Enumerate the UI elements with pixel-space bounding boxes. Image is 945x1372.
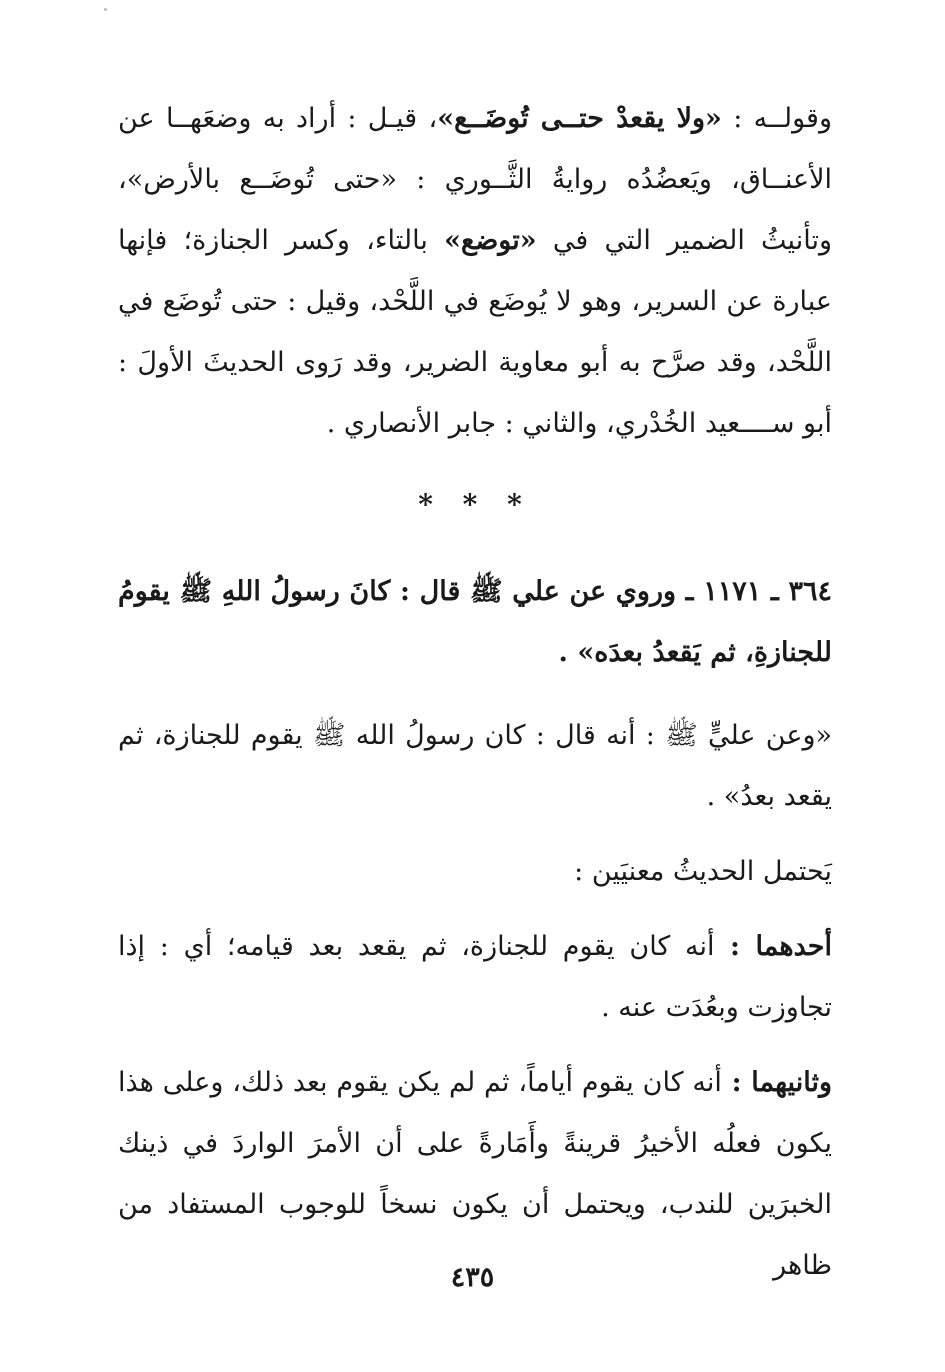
quoted-word: «توضع» [444, 225, 537, 256]
paragraph-meanings-intro: يَحتمل الحديثُ معنيَين : [574, 856, 832, 887]
paragraph-lead: وقولــه : [721, 103, 833, 134]
first-meaning-label: أحدهما : [714, 931, 832, 962]
section-separator: * * * [418, 488, 532, 521]
paragraph-first-meaning [118, 916, 832, 1038]
paragraph-second-meaning [118, 1052, 832, 1296]
page-number: ٤٣٥ [450, 1262, 495, 1293]
second-meaning-label: وثانيهما : [721, 1067, 832, 1098]
hadith-heading: ٣٦٤ ـ ١١٧١ ـ وروي عن علي ﷺ قال : كانَ رسولُ اللهِ ﷺ يقومُ للجنازةِ، ثم يَقعدُ بعدَه» . [118, 576, 832, 668]
quoted-phrase: «ولا يقعدْ حتــى تُوضَــع» [437, 103, 722, 134]
paragraph-commentary-1 [118, 88, 832, 454]
paragraph-text-continued: بالتاء، وكسر الجنازة؛ فإنها عبارة عن السرير، وهو لا يُوضَع في اللَّحْد، وقيل : حتى تُوضَع في اللَّحْد، وقد صرَّح به أبو معاوية الضرير، وقد رَوى الحديثَ الأولَ : أبو ســــعيد الخُدْري، والثاني : جابر الأنصاري . [118, 225, 832, 439]
first-meaning-text: أنه كان يقوم للجنازة، ثم يقعد بعد قيامه؛ أي : إذا تجاوزت وبعُدَت عنه . [118, 931, 832, 1023]
page-body [118, 88, 832, 1296]
paragraph-text: ، قيـل : أراد به وضعَهــا عن الأعنــاق، ويَعضُدُه روايةُ الثَّــوري : «حتى تُوضَــع بالأرض»، وتأنيثُ الضمير التي في [118, 103, 832, 256]
paragraph-narration: «وعن عليٍّ ﷺ : أنه قال : كان رسولُ الله ﷺ يقوم للجنازة، ثم يقعد بعدُ» . [118, 720, 832, 812]
second-meaning-text: أنه كان يقوم أياماً، ثم لم يكن يقوم بعد ذلك، وعلى هذا يكون فعلُه الأخيرُ قرينةً وأَمَارةً على أن الأمرَ الواردَ في ذينك الخبرَين للندب، ويحتمل أن يكون نسخاً للوجوب المستفاد من ظاهر [118, 1067, 832, 1281]
scan-speck [104, 8, 107, 11]
